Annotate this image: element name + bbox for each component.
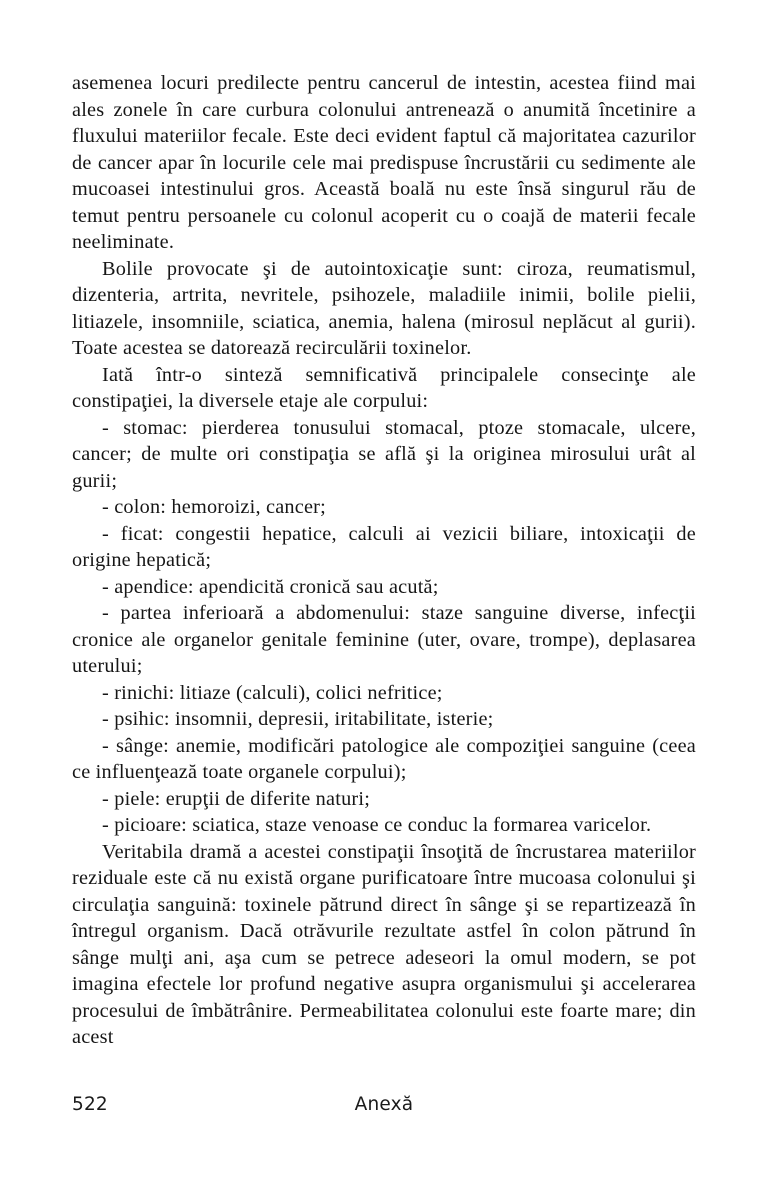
paragraph-sinteza-consecinte: Iată într-o sinteză semnificativă principalele consecinţe ale constipaţiei, la diversele etaje ale corpului: bbox=[72, 363, 696, 412]
list-item-partea-inferioara: - partea inferioară a abdomenului: staze sanguine diverse, infecţii cronice ale organelor genitale feminine (uter, ovare, trompe), deplasarea uterului; bbox=[72, 602, 696, 677]
body-text-column bbox=[72, 70, 696, 1051]
paragraph-continued-cancer-intestin: asemenea locuri predilecte pentru cancerul de intestin, acestea fiind mai ales zonele în care curbura colonului antrenează o anumită încetinire a fluxului materiilor fecale. Este deci evident faptul că majoritatea cazurilor de cancer apar în locurile cele mai predispuse încrustării cu sedimente ale mucoasei intestinului gros. Această boală nu este însă singurul rău de temut pentru persoanele cu colonul acoperit cu o coajă de materii fecale neeliminate. bbox=[72, 72, 696, 253]
paragraph-veritabila-drama: Veritabila dramă a acestei constipaţii însoţită de încrustarea materiilor reziduale este că nu există organe purificatoare între mucoasa colonului şi circulaţia sanguină: toxinele pătrund direct în sânge şi se repartizează în întregul organism. Dacă otrăvurile rezultate astfel în colon pătrund în sânge mulţi ani, aşa cum se petrece adeseori la omul modern, se pot imagina efectele lor profund negative asupra organismului şi accelerarea procesului de îmbătrânire. Permeabilitatea colonului este foarte mare; din acest bbox=[72, 840, 696, 1048]
list-item-ficat: - ficat: congestii hepatice, calculi ai vezicii biliare, intoxicaţii de origine hepatică; bbox=[72, 522, 696, 571]
paragraph-boli-autointoxicatie: Bolile provocate şi de autointoxicaţie sunt: ciroza, reumatismul, dizenteria, artrita, nevritele, psihozele, maladiile inimii, bolile pielii, litiazele, insomniile, sciatica, anemia, halena (mirosul neplăcut al gurii). Toate acestea se datorează recirculării toxinelor. bbox=[72, 257, 696, 359]
page-footer bbox=[72, 1092, 696, 1120]
list-item-psihic: - psihic: insomnii, depresii, iritabilitate, isterie; bbox=[102, 708, 494, 730]
list-item-apendice: - apendice: apendicită cronică sau acută; bbox=[102, 575, 439, 598]
list-item-picioare: - picioare: sciatica, staze venoase ce conduc la formarea varicelor. bbox=[102, 814, 652, 836]
list-item-sange: - sânge: anemie, modificări patologice ale compoziţiei sanguine (ceea ce influenţează toate organele corpului); bbox=[72, 734, 696, 783]
footer-inner bbox=[72, 1092, 696, 1120]
list-item-colon: - colon: hemoroizi, cancer; bbox=[102, 496, 326, 518]
section-label: Anexă bbox=[354, 1094, 414, 1115]
page-number: 522 bbox=[72, 1094, 108, 1115]
list-item-rinichi: - rinichi: litiaze (calculi), colici nefritice; bbox=[102, 681, 443, 704]
list-item-piele: - piele: erupţii de diferite naturi; bbox=[102, 787, 371, 810]
list-item-stomac: - stomac: pierderea tonusului stomacal, ptoze stomacale, ulcere, cancer; de multe ori constipaţia se află şi la originea mirosului urât al gurii; bbox=[72, 416, 696, 492]
